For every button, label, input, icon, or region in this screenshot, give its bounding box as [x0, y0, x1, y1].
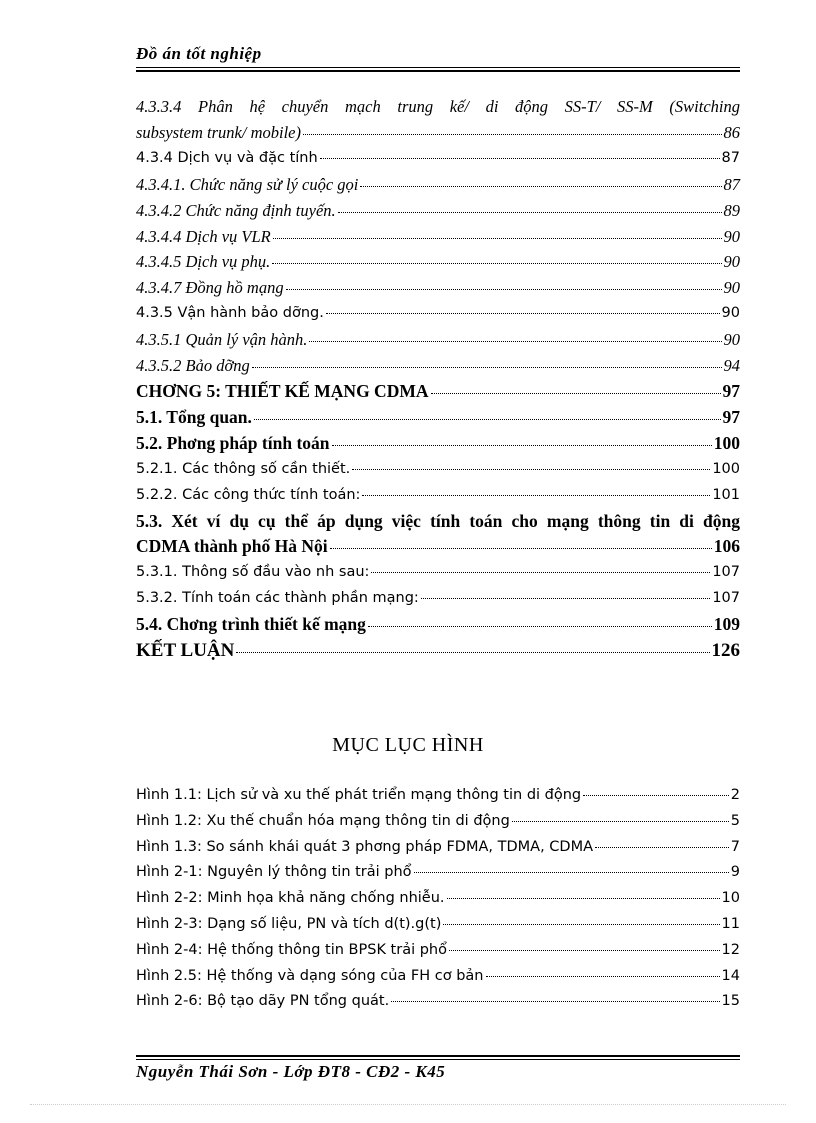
- figure-entry[interactable]: [136, 783, 740, 809]
- footer-rule-thick: [136, 1055, 740, 1057]
- toc-entry-page: 90: [723, 278, 740, 298]
- toc-entry-line[interactable]: 5.3. Xét ví dụ cụ thể áp dụng việc tính toán cho mạng thông tin di động: [136, 510, 740, 531]
- dot-leader: [512, 821, 729, 822]
- toc-entry-page: 90: [721, 305, 740, 322]
- figure-entry-page: 15: [721, 993, 740, 1010]
- figure-entry[interactable]: [136, 860, 740, 886]
- dot-leader: [486, 976, 720, 977]
- toc-entry-page: 86: [723, 122, 740, 142]
- toc-entry-page: 100: [713, 432, 740, 453]
- toc-entry-title: 5.2. Phơng pháp tính toán: [136, 432, 330, 453]
- toc-entry-section[interactable]: [136, 534, 740, 560]
- toc-entry-title: 4.3.5.2 Bảo dỡng: [136, 356, 250, 376]
- toc-entry-title: CDMA thành phố Hà Nội: [136, 536, 328, 557]
- dot-leader: [449, 950, 720, 951]
- figure-entry[interactable]: [136, 989, 740, 1015]
- dot-leader: [391, 1001, 719, 1002]
- dot-leader: [332, 445, 712, 446]
- toc-entry-section[interactable]: [136, 612, 740, 638]
- toc-entry[interactable]: [136, 301, 740, 327]
- toc-entry-chapter[interactable]: [136, 379, 740, 405]
- toc-entry[interactable]: [136, 172, 740, 198]
- page-header: Đồ án tốt nghiệp: [136, 44, 262, 63]
- toc-entry-title: 4.3.4.5 Dịch vụ phụ.: [136, 252, 271, 272]
- toc-entry-page: 87: [721, 149, 740, 166]
- dot-leader: [421, 598, 711, 599]
- figure-entry[interactable]: [136, 809, 740, 835]
- figure-list: [136, 783, 740, 1015]
- toc-entry[interactable]: [136, 224, 740, 250]
- figure-entry[interactable]: [136, 964, 740, 990]
- figure-entry-title: Hình 2-3: Dạng số liệu, PN và tích d(t).g(t): [136, 915, 442, 932]
- footer-rule-thin: [136, 1059, 740, 1060]
- toc-entry[interactable]: [136, 249, 740, 275]
- figure-entry-title: Hình 2-4: Hệ thống thông tin BPSK trải phổ: [136, 941, 447, 958]
- toc-entry-page: 90: [723, 252, 740, 272]
- dot-leader: [414, 872, 729, 873]
- toc-entry-page: 87: [723, 174, 740, 194]
- toc-entry-title: KẾT LUẬN: [136, 640, 235, 662]
- figure-entry-title: Hình 2-1: Nguyên lý thông tin trải phổ: [136, 864, 412, 881]
- figure-entry-page: 7: [730, 838, 740, 855]
- dot-leader: [360, 186, 721, 187]
- header-rule-thick: [136, 70, 740, 72]
- figure-entry-page: 5: [730, 812, 740, 829]
- toc-entry-page: 106: [713, 536, 740, 557]
- dot-leader: [273, 238, 722, 239]
- figure-entry-page: 12: [721, 941, 740, 958]
- toc-entry-title: 4.3.5 Vận hành bảo dỡng.: [136, 305, 324, 322]
- figure-list-title: MỤC LỤC HÌNH: [332, 734, 484, 756]
- toc-entry[interactable]: [136, 327, 740, 353]
- toc-entry-line[interactable]: 4.3.3.4 Phân hệ chuyển mạch trung kế/ di động SS-T/ SS-M (Switching: [136, 97, 740, 116]
- toc-entry-page: 126: [711, 640, 740, 662]
- figure-entry-page: 14: [721, 967, 740, 984]
- figure-entry-title: Hình 2.5: Hệ thống và dạng sóng của FH cơ bản: [136, 967, 484, 984]
- figure-entry-page: 11: [721, 915, 740, 932]
- toc-entry[interactable]: [136, 275, 740, 301]
- toc-entry-page: 90: [723, 226, 740, 246]
- toc-entry-title: 4.3.4.7 Đồng hồ mạng: [136, 278, 284, 298]
- toc-entry-conclusion[interactable]: [136, 638, 740, 664]
- dot-leader: [252, 367, 722, 368]
- dot-leader: [309, 341, 721, 342]
- page-edge-divider: [30, 1104, 786, 1105]
- figure-entry-page: 2: [730, 787, 740, 803]
- figure-entry-page: 9: [730, 864, 740, 881]
- dot-leader: [368, 626, 712, 627]
- figure-entry-title: Hình 1.1: Lịch sử và xu thế phát triển mạng thông tin di động: [136, 787, 582, 803]
- dot-leader: [371, 572, 710, 573]
- dot-leader: [443, 924, 719, 925]
- toc-entry-title: 5.3.1. Thông số đầu vào nh sau:: [136, 564, 370, 581]
- page-footer: Nguyễn Thái Sơn - Lớp ĐT8 - CĐ2 - K45: [136, 1062, 446, 1081]
- toc-entry-page: 101: [712, 486, 740, 503]
- dot-leader: [320, 158, 720, 159]
- toc-entry-title: 4.3.4.1. Chức năng sử lý cuộc gọi: [136, 174, 359, 194]
- toc-entry-title: CHƠNG 5: THIẾT KẾ MẠNG CDMA: [136, 380, 429, 401]
- toc-entry-page: 107: [712, 590, 740, 607]
- toc-entry-title: 5.3.2. Tính toán các thành phần mạng:: [136, 590, 419, 607]
- toc-entry[interactable]: [136, 560, 740, 586]
- dot-leader: [272, 263, 721, 264]
- figure-entry[interactable]: [136, 912, 740, 938]
- dot-leader: [583, 795, 729, 796]
- toc-entry-title: 5.2.2. Các công thức tính toán:: [136, 486, 361, 503]
- header-rule-thin: [136, 67, 740, 68]
- toc-entry-title: 5.1. Tổng quan.: [136, 406, 252, 427]
- toc-entry-page: 97: [722, 380, 740, 401]
- toc-entry[interactable]: [136, 457, 740, 483]
- toc-entry[interactable]: [136, 586, 740, 612]
- toc-entry[interactable]: [136, 120, 740, 146]
- figure-entry-title: Hình 2-6: Bộ tạo dãy PN tổng quát.: [136, 993, 390, 1010]
- dot-leader: [362, 495, 710, 496]
- toc-entry-title: 4.3.5.1 Quản lý vận hành.: [136, 330, 308, 350]
- dot-leader: [352, 469, 710, 470]
- dot-leader: [236, 652, 709, 653]
- toc-entry[interactable]: [136, 198, 740, 224]
- dot-leader: [595, 847, 729, 848]
- toc-entry-page: 107: [712, 564, 740, 581]
- toc-entry-page: 97: [722, 406, 740, 427]
- toc-entry-page: 94: [723, 356, 740, 376]
- toc-entry-title: 4.3.4 Dịch vụ và đặc tính: [136, 149, 318, 166]
- toc-entry-page: 90: [723, 330, 740, 350]
- dot-leader: [286, 289, 722, 290]
- toc-entry-title: 5.2.1. Các thông số cần thiết.: [136, 460, 351, 477]
- dot-leader: [447, 898, 720, 899]
- figure-entry[interactable]: [136, 835, 740, 861]
- toc-entry[interactable]: [136, 353, 740, 379]
- toc-entry-page: 100: [712, 460, 740, 477]
- toc-entry[interactable]: [136, 146, 740, 172]
- toc-entry-section[interactable]: [136, 431, 740, 457]
- toc-entry-title: 5.4. Chơng trình thiết kế mạng: [136, 614, 366, 635]
- figure-entry[interactable]: [136, 886, 740, 912]
- toc-entry-section[interactable]: [136, 405, 740, 431]
- dot-leader: [303, 134, 722, 135]
- figure-entry-title: Hình 1.3: So sánh khái quát 3 phơng pháp FDMA, TDMA, CDMA: [136, 838, 594, 855]
- toc-entry-title: 4.3.4.2 Chức năng định tuyến.: [136, 200, 336, 220]
- dot-leader: [254, 419, 721, 420]
- dot-leader: [338, 212, 722, 213]
- toc-entry[interactable]: [136, 483, 740, 509]
- dot-leader: [330, 548, 712, 549]
- figure-entry[interactable]: [136, 938, 740, 964]
- table-of-contents: [136, 94, 740, 664]
- figure-entry-title: Hình 1.2: Xu thế chuẩn hóa mạng thông tin di động: [136, 812, 510, 829]
- toc-entry-title: 4.3.4.4 Dịch vụ VLR: [136, 226, 271, 246]
- toc-entry-title: subsystem trunk/ mobile): [136, 122, 301, 142]
- toc-entry-page: 89: [723, 200, 740, 220]
- figure-entry-title: Hình 2-2: Minh họa khả năng chống nhiễu.: [136, 890, 445, 907]
- toc-entry-page: 109: [713, 614, 740, 635]
- dot-leader: [431, 393, 721, 394]
- dot-leader: [326, 313, 720, 314]
- figure-entry-page: 10: [721, 890, 740, 907]
